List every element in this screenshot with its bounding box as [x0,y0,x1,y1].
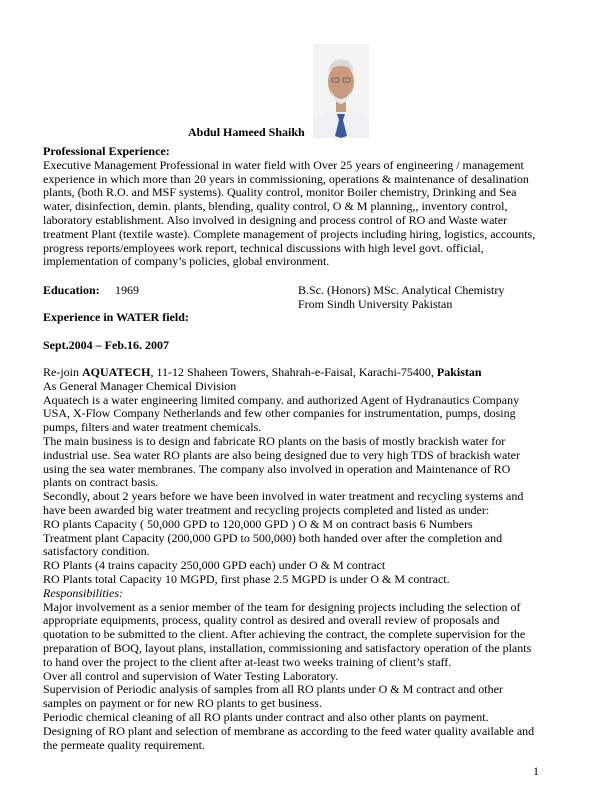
profile-photo [313,44,369,138]
text-line: Periodic chemical cleaning of all RO plants under contract and also other plants on payment. [43,709,489,724]
page-number: 1 [533,764,539,778]
text-line: Supervision of Periodic analysis of samples from all RO plants under O & M contract and other [43,682,503,697]
experience-heading: Experience in WATER field: [43,310,189,324]
text-line: preparation of BOQ, layout plans, installation, commissioning and satisfactory operation of the plants [43,640,532,655]
company-name: AQUATECH [82,365,151,379]
text-line: Major involvement as a senior member of the team for designing projects including the selection of [43,599,521,614]
text-line: RO Plants total Capacity 10 MGPD, first phase 2.5 MGPD is under O & M contract. [43,571,450,586]
text-line: USA, X-Flow Company Netherlands and few other companies for instrumentation, pumps, dosing [43,406,516,421]
text-line: pumps, filters and water treatment chemicals. [43,420,262,435]
text-line: satisfactory condition. [43,544,150,559]
education-details [298,284,504,312]
text-line: Over all control and supervision of Water Testing Laboratory. [43,668,339,683]
text-line: Designing of RO plant and selection of membrane as according to the feed water quality available and [43,723,535,738]
text-line: Treatment plant Capacity (200,000 GPD to 500,000) both handed over after the completion and [43,530,503,545]
text-line: laboratory establishment. Also involved in designing and process control of RO and Waste water [43,212,508,227]
text-line: progress reports/employees work report, technical discussions with high level govt. official, [43,240,484,255]
text-line: to hand over the project to the client after at-least two weeks training of client’s staff. [43,654,452,669]
text-line: using the sea water membranes. The company also involved in operation and Maintenance of RO [43,461,511,476]
country: Pakistan [436,365,482,379]
text-line: The main business is to design and fabricate RO plants on the basis of mostly brackish water for [43,433,506,448]
education-degree: B.Sc. (Honors) MSc. Analytical Chemistry [298,283,505,297]
education-year: 1969 [115,283,139,297]
job-section [43,366,534,752]
text-line: As General Manager Chemical Division [43,378,237,393]
text-line: RO plants Capacity ( 50,000 GPD to 120,000 GPD ) O & M on contract basis 6 Numbers [43,516,473,531]
responsibilities-label: Responsibilities: [43,585,123,600]
text-line: Aquatech is a water engineering limited company. and authorized Agent of Hydranautics Company [43,392,520,407]
text-line: water, disinfection, demin. plants, blending, quality control, O & M planning,, inventory control, [43,199,508,214]
education-label: Education: [43,283,100,297]
text-line: the permeate quality requirement. [43,737,205,752]
text-line: treatment Plant (textile waste). Complete management of projects including hiring, logistics, accounts, [43,226,536,241]
text-line: samples on payment or for new RO plants to get business. [43,696,322,711]
text-line: quotation to be submitted to the client. After achieving the contract, the complete supervision for the [43,627,526,642]
text-line: RO Plants (4 trains capacity 250,000 GPD each) under O & M contract [43,558,386,573]
text-line: have been awarded big water treatment and recycling projects completed and listed as under: [43,502,490,517]
professional-experience-section [43,145,535,269]
text-line: appropriate equipments, process, quality control as desired and overall review of proposals and [43,613,500,628]
job-title-line: Re-join AQUATECH, 11-12 Shaheen Towers, Shahrah-e-Faisal, Karachi-75400, Pakistan [43,365,482,379]
text-line: experience in which more than 20 years in commissioning, operations & maintenance of desalination [43,171,529,186]
education-institution: From Sindh University Pakistan [298,296,453,311]
job-period: Sept.2004 – Feb.16. 2007 [43,338,169,352]
text-line: implementation of company’s policies, global environment. [43,254,330,269]
text-line: plants on contract basis. [43,475,159,490]
text-line: industrial use. Sea water RO plants are also being designed due to very high TDS of brackish water [43,447,520,462]
text-line: Secondly, about 2 years before we have been involved in water treatment and recycling systems and [43,489,524,504]
text-line: Executive Management Professional in water field with Over 25 years of engineering / management [43,157,524,172]
candidate-name: Abdul Hameed Shaikh [188,125,305,139]
text-line: plants, (both R.O. and MSF systems). Quality control, monitor Boiler chemistry, Drinking and Sea [43,185,517,200]
section-heading: Professional Experience: [43,144,170,158]
